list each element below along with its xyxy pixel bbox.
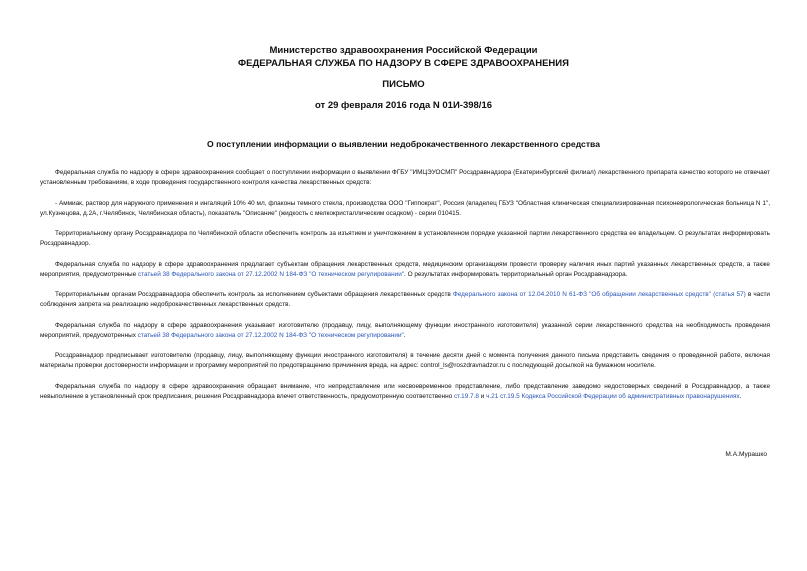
paragraph-7: Росздравнадзор предписывает изготовителю (продавцу, лицу, выполняющему функции иностранного изготовителя) в течение десяти дней с момента получения данного письма представить сведения о проведенной работе, включая материалы проверки достоверности информации и программу мероприятий по предотвращению причинения вреда, на адрес: control_ls@roszdravnadzor.ru с последующей досылкой на бумажном носителе.: [40, 352, 770, 369]
law-61-link[interactable]: Федерального закона от 12.04.2010 N 61-ФЗ "Об обращении лекарственных средств": [452, 291, 711, 298]
koap-19-7-8-link[interactable]: ст.19.7.8: [453, 392, 479, 400]
document-date-number: от 29 февраля 2016 года N 01И-398/16: [314, 100, 493, 111]
law-184-article-38-link[interactable]: статьей 38 Федерального закона от 27.12.2002 N 184-ФЗ "О техническом регулировании": [137, 270, 405, 278]
paragraph-8-text-b: .: [739, 392, 742, 400]
paragraph-4-text-b: . О результатах информировать территориальный орган Росздравнадзора.: [404, 270, 628, 278]
paragraph-8-text-mid: и: [478, 392, 487, 400]
service-name: ФЕДЕРАЛЬНАЯ СЛУЖБА ПО НАДЗОРУ В СФЕРЕ ЗДРАВООХРАНЕНИЯ: [238, 58, 569, 69]
paragraph-4: [40, 260, 770, 280]
koap-19-5-link[interactable]: ч.21 ст.19.5 Кодекса Российской Федерации об административных правонарушениях: [486, 392, 740, 400]
paragraph-8-text-a: Федеральная служба по надзору в сфере здравоохранения обращает внимание, что непредставление или несвоевременное представление, либо представление заведомо недостоверных сведений в Росздравнадзор, а также невыполнение в установленный срок предписания, решения Росздравнадзора влечет ответственность, предусмотренную соответственно: [40, 382, 770, 400]
document-type: ПИСЬМО: [382, 79, 425, 90]
signature: М.А.Мурашко: [725, 451, 767, 458]
law-184-article-38-link-2[interactable]: статьей 38 Федерального закона от 27.12.2002 N 184-ФЗ "О техническом регулировании": [137, 331, 404, 339]
paragraph-3: Территориальному органу Росздравнадзора по Челябинской области обеспечить контроль за изъятием и уничтожением в установленном порядке указанной партии лекарственного средства ее владельцем. О результатах информировать Росздравнадзор.: [40, 230, 770, 247]
paragraph-4-text-a: Федеральная служба по надзору в сфере здравоохранения предлагает субъектам обращения лекарственных средств, медицинским организациям провести проверку наличия иных партий указанных лекарственных средств, а также мероприятия, предусмотренные: [40, 260, 770, 278]
paragraph-6-text-b: .: [403, 331, 406, 339]
paragraph-6: [40, 321, 770, 341]
paragraph-5: [40, 290, 770, 310]
paragraph-6-text-a: Федеральная служба по надзору в сфере здравоохранения указывает изготовителю (продавцу, лицу, выполняющему функции иностранного изготовителя) указанной серии лекарственного средства на необходимость проведения мероприятий, предусмотренных: [40, 321, 770, 339]
paragraph-2: - Аммиак, раствор для наружного применения и ингаляций 10% 40 мл, флаконы темного стекла, производства ООО "Гиппократ", Россия (владелец ГБУЗ "Областная клиническая специализированная психоневрологическая больница N 1", ул.Кузнецова, д.2А, г.Челябинск, Челябинская область), показатель "Описание" (жидкость с мелкокристаллическим осадком) - серии 010415.: [40, 199, 770, 217]
ministry-name: Министерство здравоохранения Российской Федерации: [269, 45, 538, 56]
document-title: О поступлении информации о выявлении недоброкачественного лекарственного средства: [207, 139, 600, 149]
paragraph-5-text-a: Территориальным органам Росздравнадзора обеспечить контроль за исполнением субъектами обращения лекарственных средств: [55, 291, 453, 298]
paragraph-5-text-b: в части соблюдения запрета на реализацию недоброкачественных лекарственных средств.: [40, 291, 771, 308]
paragraph-1: Федеральная служба по надзору в сфере здравоохранения сообщает о поступлении информации о выявлении ФГБУ "ИМЦЭУОСМП" Росздравнадзора (Екатеринбургский филиал) лекарственного препарата качество которого не отвечает установленным требованиям, в ходе проведения государственного контроля качества лекарственных средств:: [40, 169, 770, 186]
paragraph-8: [40, 382, 770, 402]
document-body: [40, 168, 770, 412]
article-57-link[interactable]: (статья 57): [713, 291, 746, 298]
